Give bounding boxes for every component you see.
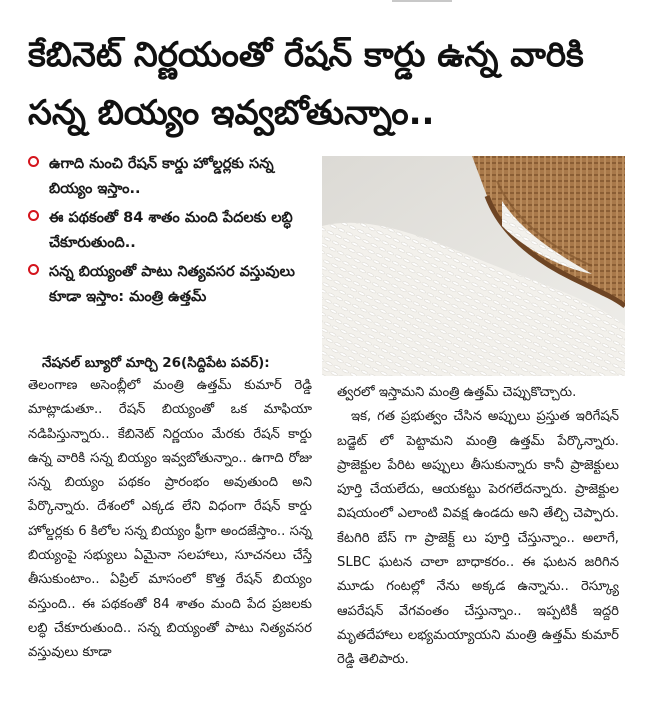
dateline: నేషనల్ బ్యూరో మార్చి 26(సిద్దిపేట పవర్): (42, 355, 270, 371)
article-column-left (28, 352, 312, 666)
highlight-text: సన్న బియ్యంతో పాటు నిత్యవసర వస్తువులు కూడా ఇస్తాం: మంత్రి ఉత్తమ్ (49, 264, 295, 305)
highlight-item (28, 152, 320, 202)
article-column-right (337, 381, 619, 673)
red-circle-bullet-icon (28, 156, 39, 167)
highlight-text: ఈ పథకంతో 84 శాతం మంది పేదలకు లబ్ధి చేకూరుతుంది.. (49, 210, 293, 251)
article-paragraph: త్వరలో ఇస్తామని మంత్రి ఉత్తమ్ చెప్పుకొచ్చారు. (337, 385, 577, 400)
rice-sack-photo (322, 156, 625, 376)
red-circle-bullet-icon (28, 264, 39, 275)
red-circle-bullet-icon (28, 210, 39, 221)
highlight-item (28, 260, 320, 310)
highlight-item (28, 206, 320, 256)
top-divider (392, 0, 452, 2)
highlights-list (28, 152, 320, 314)
article-paragraph: తెలంగాణ అసెంబ్లీలో మంత్రి ఉత్తమ్ కుమార్ రెడ్డి మాట్లాడుతూ.. రేషన్ బియ్యంతో ఒక మాఫియా నడిపిస్తున్నారు.. కేబినెట్ నిర్ణయం మేరకు రేషన్ కార్డు ఉన్న వారికి సన్న బియ్యం ఇవ్వబోతున్నాం.. ఉగాది రోజు సన్న బియ్యం పథకం ప్రారంభం అవుతుంది అని పేర్కొన్నారు. దేశంలో ఎక్కడ లేని విధంగా రేషన్ కార్డు హోల్డర్లకు 6 కిలోల సన్న బియ్యం ఫ్రీగా అందజేస్తాం.. సన్న బియ్యంపై సభ్యులు ఏమైనా సలహాలు, సూచనలు చేస్తే తీసుకుంటాం.. ఏప్రిల్ మాసంలో కొత్త రేషన్ బియ్యం వస్తుంది.. ఈ పథకంతో 84 శాతం మంది పేద ప్రజలకు లబ్ధి చేకూరుతుంది.. సన్న బియ్యంతో పాటు నిత్యవసర వస్తువులు కూడా (28, 378, 312, 661)
headline: కేబినెట్ నిర్ణయంతో రేషన్ కార్డు ఉన్న వారికి సన్న బియ్యం ఇవ్వబోతున్నాం.. (28, 35, 584, 133)
highlight-text: ఉగాది నుంచి రేషన్ కార్డు హోల్డర్లకు సన్న బియ్యం ఇస్తాం.. (49, 156, 274, 197)
article-paragraph: ఇక, గత ప్రభుత్వం చేసిన అప్పులు ప్రస్తుత ఇరిగేషన్ బడ్జెట్ లో పెట్టామని మంత్రి ఉత్తమ్ పేర్కొన్నారు. ప్రాజెక్టుల పేరిట అప్పులు తీసుకున్నారు కానీ ప్రాజెక్టులు పూర్తి చేయలేదు, ఆయకట్టు పెరగలేదన్నారు. ప్రాజెక్టుల విషయంలో ఎలాంటి వివక్ష ఉండదు అని తేల్చి చెప్పారు. కేటగిరి బేస్ గా ప్రాజెక్ట్ లు పూర్తి చేస్తున్నాం.. అలాగే, SLBC ఘటన చాలా బాధాకరం.. ఈ ఘటన జరిగిన మూడు గంటల్లో నేను అక్కడ ఉన్నాను.. రెస్క్యూ ఆపరేషన్ వేగవంతం చేస్తున్నాం.. ఇప్పటికీ ఇద్దరి మృతదేహాలు లభ్యమయ్యాయని మంత్రి ఉత్తమ్ కుమార్ రెడ్డి తెలిపారు. (337, 409, 619, 668)
